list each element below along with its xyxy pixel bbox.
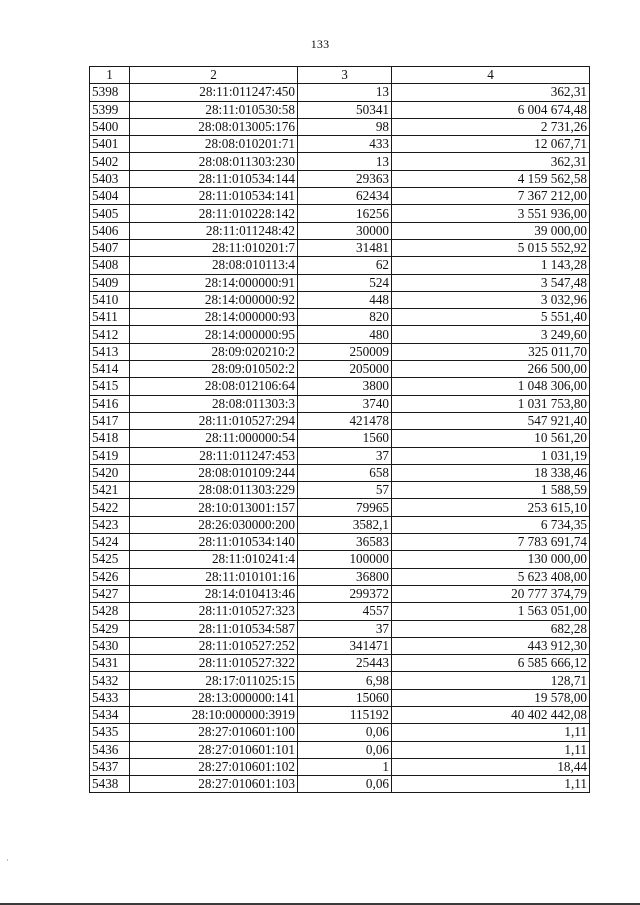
row-number-cell: 5423 <box>90 516 130 533</box>
value-cell: 3 547,48 <box>392 274 590 291</box>
row-number-cell: 5410 <box>90 291 130 308</box>
area-cell: 62434 <box>298 188 392 205</box>
row-number-cell: 5402 <box>90 153 130 170</box>
table-row <box>90 637 590 654</box>
area-cell: 37 <box>298 620 392 637</box>
area-cell: 524 <box>298 274 392 291</box>
table-row <box>90 378 590 395</box>
row-number-cell: 5409 <box>90 274 130 291</box>
table-row <box>90 239 590 256</box>
table-row <box>90 395 590 412</box>
value-cell: 5 623 408,00 <box>392 568 590 585</box>
area-cell: 433 <box>298 136 392 153</box>
row-number-cell: 5434 <box>90 706 130 723</box>
cadastral-number-cell: 28:09:010502:2 <box>130 361 298 378</box>
table-row <box>90 655 590 672</box>
row-number-cell: 5405 <box>90 205 130 222</box>
cadastral-number-cell: 28:08:011303:3 <box>130 395 298 412</box>
table-row <box>90 689 590 706</box>
value-cell: 1 031,19 <box>392 447 590 464</box>
area-cell: 36583 <box>298 534 392 551</box>
value-cell: 3 551 936,00 <box>392 205 590 222</box>
table-row <box>90 534 590 551</box>
row-number-cell: 5420 <box>90 464 130 481</box>
row-number-cell: 5403 <box>90 170 130 187</box>
cadastral-number-cell: 28:13:000000:141 <box>130 689 298 706</box>
cadastral-number-cell: 28:11:000000:54 <box>130 430 298 447</box>
table-row <box>90 343 590 360</box>
cadastral-number-cell: 28:14:000000:91 <box>130 274 298 291</box>
row-number-cell: 5407 <box>90 239 130 256</box>
table-row <box>90 84 590 101</box>
row-number-cell: 5438 <box>90 776 130 793</box>
corner-mark: · <box>6 855 9 865</box>
area-cell: 0,06 <box>298 724 392 741</box>
table-row <box>90 118 590 135</box>
area-cell: 0,06 <box>298 741 392 758</box>
column-header-2: 2 <box>130 67 298 84</box>
row-number-cell: 5416 <box>90 395 130 412</box>
area-cell: 36800 <box>298 568 392 585</box>
area-cell: 658 <box>298 464 392 481</box>
area-cell: 115192 <box>298 706 392 723</box>
cadastral-number-cell: 28:11:010534:144 <box>130 170 298 187</box>
area-cell: 3800 <box>298 378 392 395</box>
cadastral-number-cell: 28:11:010527:252 <box>130 637 298 654</box>
value-cell: 39 000,00 <box>392 222 590 239</box>
row-number-cell: 5406 <box>90 222 130 239</box>
row-number-cell: 5430 <box>90 637 130 654</box>
table-row <box>90 309 590 326</box>
value-cell: 10 561,20 <box>392 430 590 447</box>
value-cell: 1 563 051,00 <box>392 603 590 620</box>
cadastral-number-cell: 28:11:010534:140 <box>130 534 298 551</box>
area-cell: 1560 <box>298 430 392 447</box>
value-cell: 1 048 306,00 <box>392 378 590 395</box>
cadastral-number-cell: 28:09:020210:2 <box>130 343 298 360</box>
row-number-cell: 5399 <box>90 101 130 118</box>
area-cell: 57 <box>298 482 392 499</box>
cadastral-number-cell: 28:08:010109:244 <box>130 464 298 481</box>
table-row <box>90 170 590 187</box>
table-row <box>90 447 590 464</box>
row-number-cell: 5417 <box>90 412 130 429</box>
cadastral-number-cell: 28:11:010534:587 <box>130 620 298 637</box>
table-row <box>90 776 590 793</box>
table-body <box>90 84 590 793</box>
area-cell: 79965 <box>298 499 392 516</box>
value-cell: 130 000,00 <box>392 551 590 568</box>
area-cell: 3740 <box>298 395 392 412</box>
table-row <box>90 741 590 758</box>
table-row <box>90 482 590 499</box>
row-number-cell: 5398 <box>90 84 130 101</box>
value-cell: 20 777 374,79 <box>392 585 590 602</box>
area-cell: 6,98 <box>298 672 392 689</box>
table-row <box>90 603 590 620</box>
area-cell: 250009 <box>298 343 392 360</box>
value-cell: 1 143,28 <box>392 257 590 274</box>
area-cell: 30000 <box>298 222 392 239</box>
cadastral-number-cell: 28:27:010601:100 <box>130 724 298 741</box>
area-cell: 448 <box>298 291 392 308</box>
value-cell: 6 004 674,48 <box>392 101 590 118</box>
table-row <box>90 188 590 205</box>
value-cell: 19 578,00 <box>392 689 590 706</box>
data-table <box>89 66 590 793</box>
row-number-cell: 5437 <box>90 758 130 775</box>
row-number-cell: 5408 <box>90 257 130 274</box>
value-cell: 18,44 <box>392 758 590 775</box>
area-cell: 62 <box>298 257 392 274</box>
cadastral-number-cell: 28:17:011025:15 <box>130 672 298 689</box>
area-cell: 820 <box>298 309 392 326</box>
value-cell: 6 585 666,12 <box>392 655 590 672</box>
row-number-cell: 5411 <box>90 309 130 326</box>
cadastral-number-cell: 28:11:010527:294 <box>130 412 298 429</box>
value-cell: 266 500,00 <box>392 361 590 378</box>
cadastral-number-cell: 28:10:013001:157 <box>130 499 298 516</box>
value-cell: 1,11 <box>392 741 590 758</box>
table-row <box>90 153 590 170</box>
table-header-row <box>90 67 590 84</box>
cadastral-number-cell: 28:08:011303:230 <box>130 153 298 170</box>
row-number-cell: 5412 <box>90 326 130 343</box>
table-row <box>90 205 590 222</box>
value-cell: 3 249,60 <box>392 326 590 343</box>
value-cell: 4 159 562,58 <box>392 170 590 187</box>
area-cell: 15060 <box>298 689 392 706</box>
table-row <box>90 672 590 689</box>
table-row <box>90 724 590 741</box>
value-cell: 40 402 442,08 <box>392 706 590 723</box>
value-cell: 128,71 <box>392 672 590 689</box>
area-cell: 0,06 <box>298 776 392 793</box>
cadastral-number-cell: 28:14:010413:46 <box>130 585 298 602</box>
table-row <box>90 291 590 308</box>
value-cell: 2 731,26 <box>392 118 590 135</box>
table-row <box>90 274 590 291</box>
area-cell: 50341 <box>298 101 392 118</box>
row-number-cell: 5431 <box>90 655 130 672</box>
area-cell: 98 <box>298 118 392 135</box>
row-number-cell: 5426 <box>90 568 130 585</box>
cadastral-number-cell: 28:14:000000:95 <box>130 326 298 343</box>
column-header-4: 4 <box>392 67 590 84</box>
area-cell: 1 <box>298 758 392 775</box>
row-number-cell: 5427 <box>90 585 130 602</box>
cadastral-number-cell: 28:10:000000:3919 <box>130 706 298 723</box>
area-cell: 16256 <box>298 205 392 222</box>
value-cell: 7 367 212,00 <box>392 188 590 205</box>
value-cell: 5 015 552,92 <box>392 239 590 256</box>
area-cell: 29363 <box>298 170 392 187</box>
table-row <box>90 430 590 447</box>
value-cell: 3 032,96 <box>392 291 590 308</box>
row-number-cell: 5418 <box>90 430 130 447</box>
area-cell: 37 <box>298 447 392 464</box>
area-cell: 13 <box>298 84 392 101</box>
table-row <box>90 568 590 585</box>
value-cell: 5 551,40 <box>392 309 590 326</box>
cadastral-number-cell: 28:11:010241:4 <box>130 551 298 568</box>
value-cell: 1 588,59 <box>392 482 590 499</box>
value-cell: 18 338,46 <box>392 464 590 481</box>
area-cell: 100000 <box>298 551 392 568</box>
cadastral-number-cell: 28:11:011247:450 <box>130 84 298 101</box>
table-row <box>90 464 590 481</box>
value-cell: 253 615,10 <box>392 499 590 516</box>
row-number-cell: 5421 <box>90 482 130 499</box>
table-row <box>90 257 590 274</box>
table-row <box>90 516 590 533</box>
cadastral-number-cell: 28:11:010527:322 <box>130 655 298 672</box>
cadastral-number-cell: 28:14:000000:93 <box>130 309 298 326</box>
value-cell: 362,31 <box>392 84 590 101</box>
value-cell: 1,11 <box>392 724 590 741</box>
table-row <box>90 585 590 602</box>
row-number-cell: 5425 <box>90 551 130 568</box>
row-number-cell: 5432 <box>90 672 130 689</box>
cadastral-number-cell: 28:11:010101:16 <box>130 568 298 585</box>
table-row <box>90 499 590 516</box>
row-number-cell: 5424 <box>90 534 130 551</box>
value-cell: 6 734,35 <box>392 516 590 533</box>
cadastral-number-cell: 28:11:010201:7 <box>130 239 298 256</box>
table-row <box>90 706 590 723</box>
row-number-cell: 5401 <box>90 136 130 153</box>
cadastral-number-cell: 28:26:030000:200 <box>130 516 298 533</box>
row-number-cell: 5413 <box>90 343 130 360</box>
table-row <box>90 758 590 775</box>
area-cell: 3582,1 <box>298 516 392 533</box>
row-number-cell: 5419 <box>90 447 130 464</box>
value-cell: 325 011,70 <box>392 343 590 360</box>
table-row <box>90 101 590 118</box>
area-cell: 421478 <box>298 412 392 429</box>
table-row <box>90 361 590 378</box>
cadastral-number-cell: 28:08:011303:229 <box>130 482 298 499</box>
row-number-cell: 5415 <box>90 378 130 395</box>
value-cell: 1,11 <box>392 776 590 793</box>
value-cell: 682,28 <box>392 620 590 637</box>
row-number-cell: 5435 <box>90 724 130 741</box>
area-cell: 480 <box>298 326 392 343</box>
column-header-3: 3 <box>298 67 392 84</box>
cadastral-number-cell: 28:11:010530:58 <box>130 101 298 118</box>
page-number: 133 <box>310 37 330 51</box>
row-number-cell: 5433 <box>90 689 130 706</box>
cadastral-number-cell: 28:11:010527:323 <box>130 603 298 620</box>
value-cell: 547 921,40 <box>392 412 590 429</box>
area-cell: 341471 <box>298 637 392 654</box>
table-row <box>90 136 590 153</box>
cadastral-number-cell: 28:27:010601:101 <box>130 741 298 758</box>
row-number-cell: 5414 <box>90 361 130 378</box>
cadastral-number-cell: 28:08:010113:4 <box>130 257 298 274</box>
area-cell: 205000 <box>298 361 392 378</box>
cadastral-number-cell: 28:14:000000:92 <box>130 291 298 308</box>
table-row <box>90 551 590 568</box>
row-number-cell: 5422 <box>90 499 130 516</box>
table-row <box>90 326 590 343</box>
value-cell: 362,31 <box>392 153 590 170</box>
table-row <box>90 412 590 429</box>
row-number-cell: 5429 <box>90 620 130 637</box>
value-cell: 1 031 753,80 <box>392 395 590 412</box>
table-row <box>90 620 590 637</box>
area-cell: 31481 <box>298 239 392 256</box>
cadastral-number-cell: 28:11:010228:142 <box>130 205 298 222</box>
cadastral-number-cell: 28:08:013005:176 <box>130 118 298 135</box>
cadastral-number-cell: 28:08:010201:71 <box>130 136 298 153</box>
cadastral-number-cell: 28:27:010601:102 <box>130 758 298 775</box>
area-cell: 13 <box>298 153 392 170</box>
row-number-cell: 5428 <box>90 603 130 620</box>
cadastral-number-cell: 28:11:011248:42 <box>130 222 298 239</box>
row-number-cell: 5436 <box>90 741 130 758</box>
value-cell: 12 067,71 <box>392 136 590 153</box>
cadastral-number-cell: 28:08:012106:64 <box>130 378 298 395</box>
cadastral-number-cell: 28:11:011247:453 <box>130 447 298 464</box>
value-cell: 443 912,30 <box>392 637 590 654</box>
cadastral-number-cell: 28:27:010601:103 <box>130 776 298 793</box>
cadastral-number-cell: 28:11:010534:141 <box>130 188 298 205</box>
column-header-1: 1 <box>90 67 130 84</box>
row-number-cell: 5404 <box>90 188 130 205</box>
area-cell: 4557 <box>298 603 392 620</box>
value-cell: 7 783 691,74 <box>392 534 590 551</box>
area-cell: 299372 <box>298 585 392 602</box>
row-number-cell: 5400 <box>90 118 130 135</box>
area-cell: 25443 <box>298 655 392 672</box>
table-row <box>90 222 590 239</box>
